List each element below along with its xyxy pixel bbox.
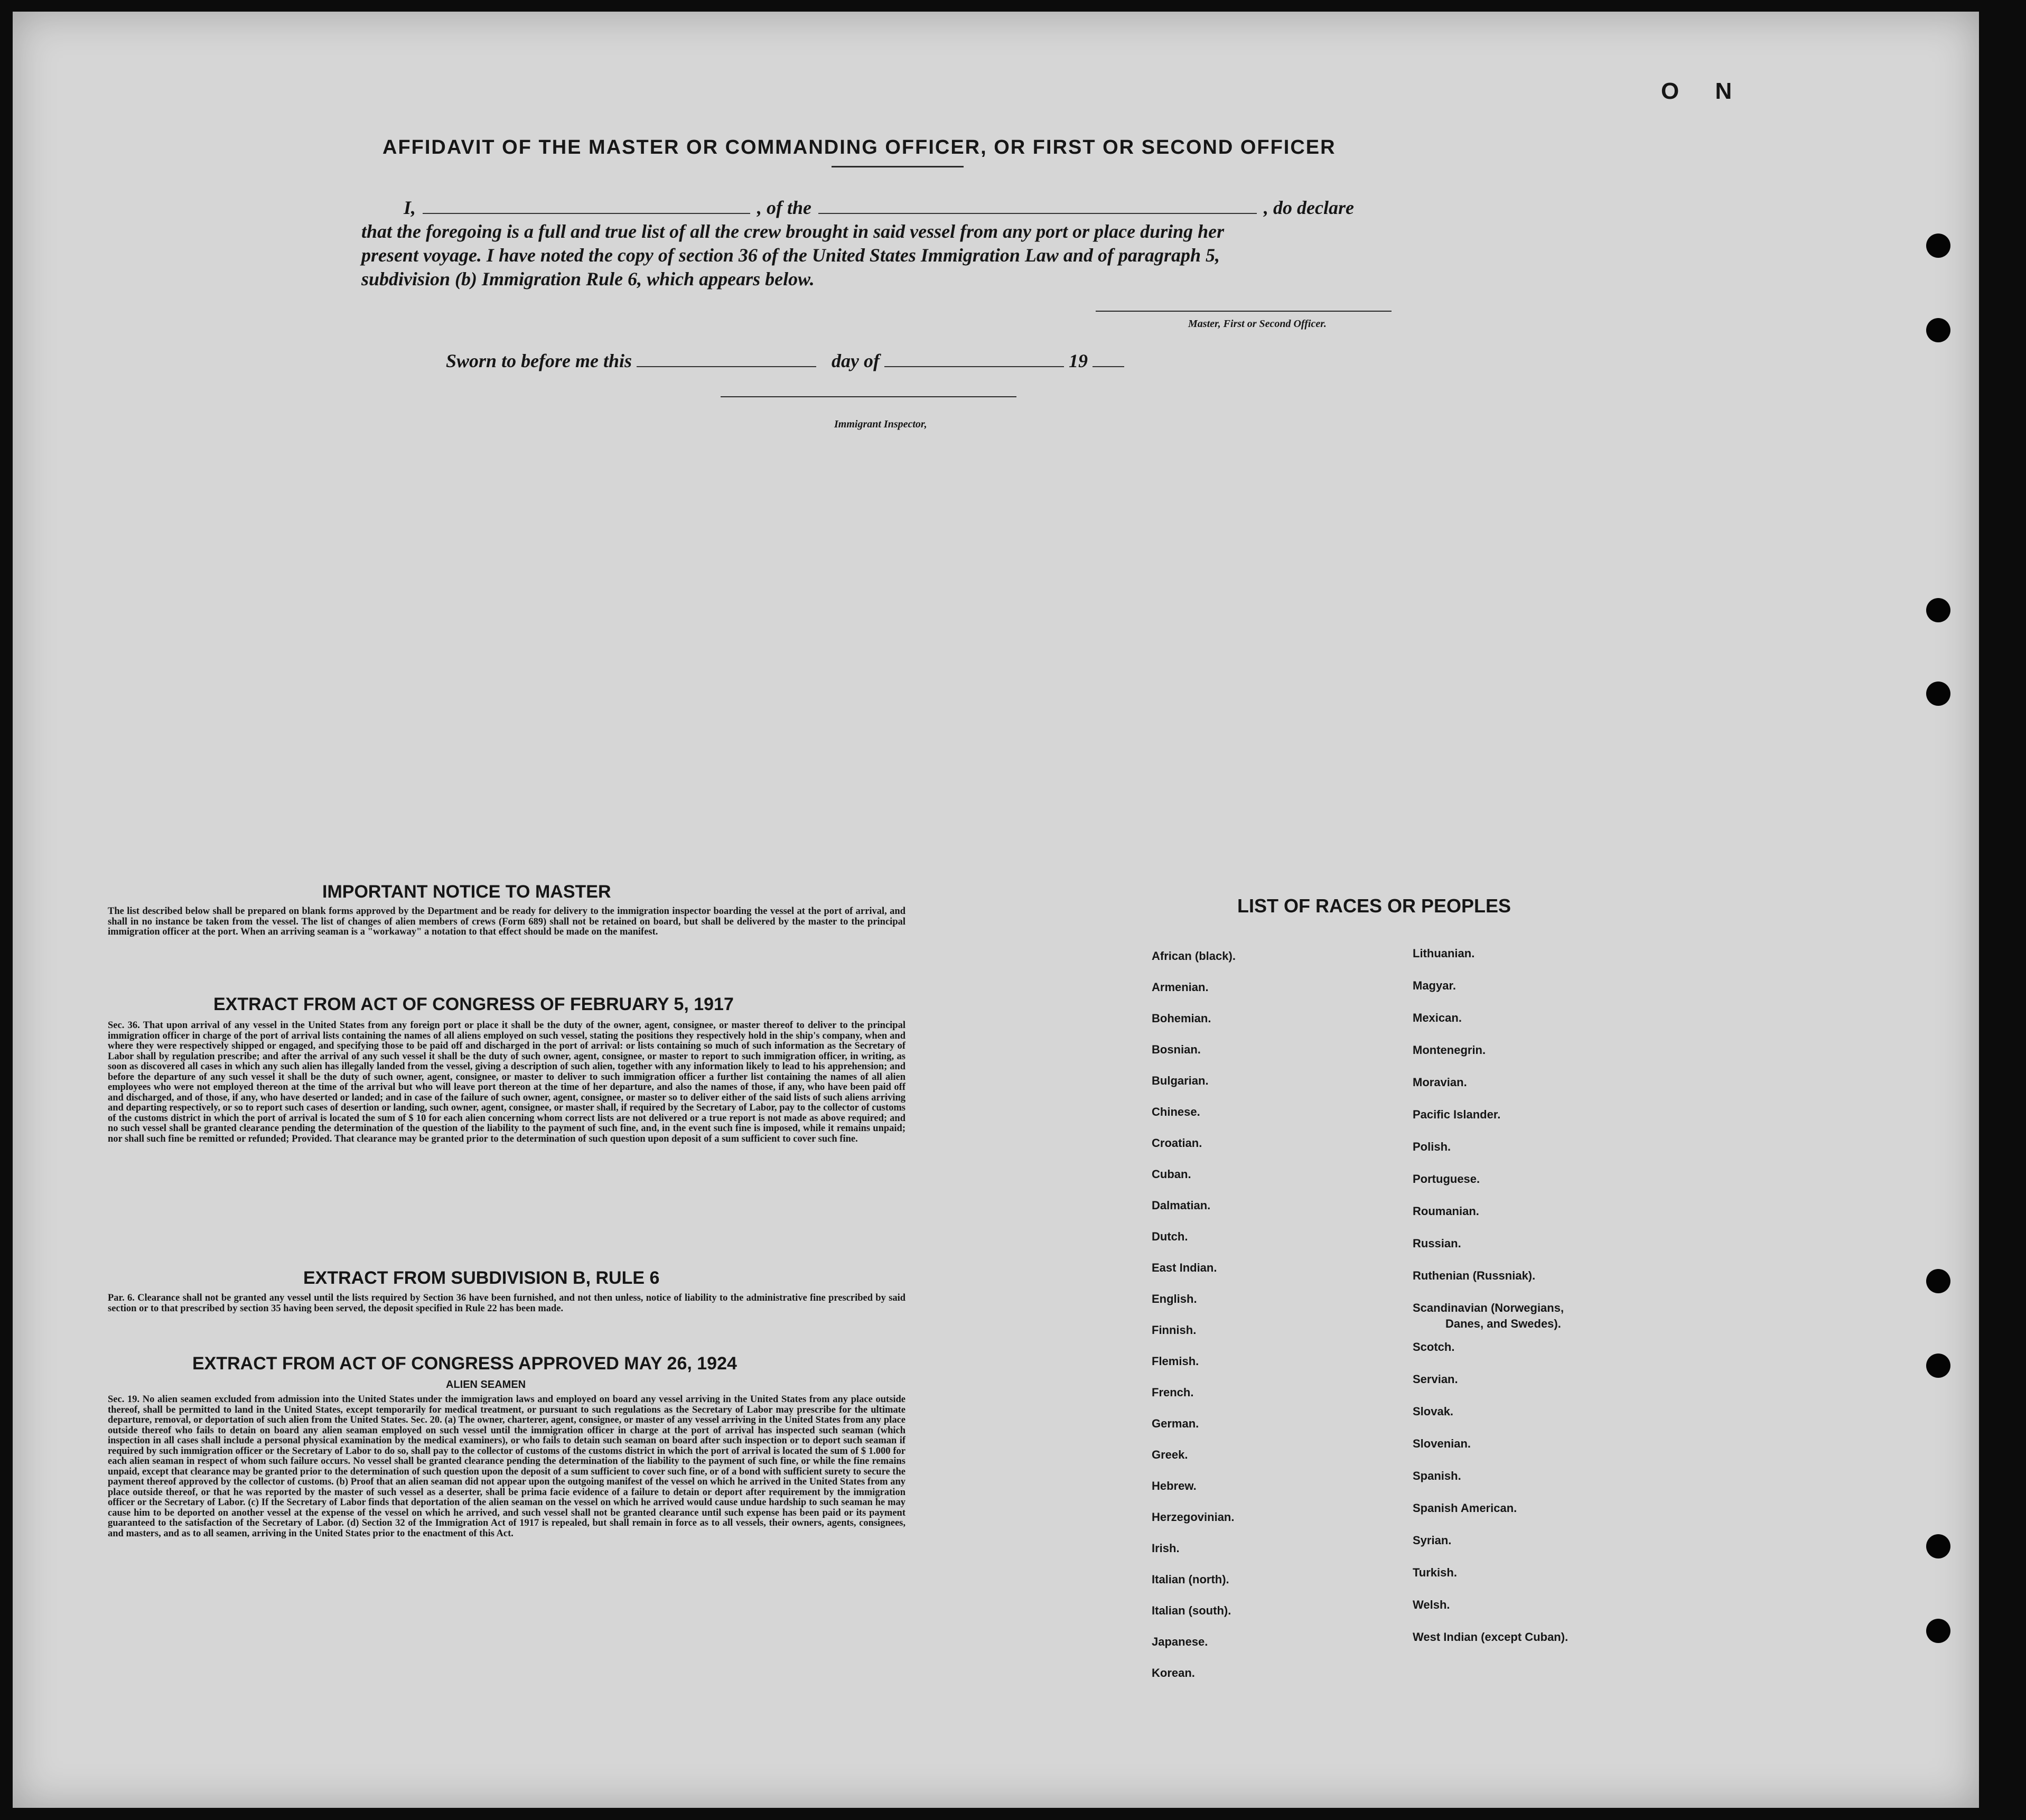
race-item: Korean.	[1152, 1666, 1195, 1679]
title-underline	[832, 166, 964, 167]
affidavit-line-2: that the foregoing is a full and true list of all the crew brought in said vessel from any port or place during her	[361, 221, 1225, 242]
race-item: Magyar.	[1413, 979, 1456, 992]
race-item: Turkish.	[1413, 1566, 1457, 1579]
signature-caption: Master, First or Second Officer.	[1188, 318, 1327, 330]
race-item: Welsh.	[1413, 1598, 1450, 1611]
race-item: Scandinavian (Norwegians,	[1413, 1301, 1564, 1314]
notice-text: The list described below shall be prepared on blank forms approved by the Department and be ready for delivery to the immigration inspector boarding the vessel at the port of arrival, and shall in no instance be taken from the vessel. The list of changes of alien members of crews (Form 689) shall not be retained on board, but shall be delivered by the master to the principal immigration officer at the port. When an arriving seaman is a "workaway" a notation to that effect should be made on the manifest.	[108, 906, 905, 937]
sworn-year: 19	[1069, 350, 1088, 371]
race-item: Montenegrin.	[1413, 1043, 1486, 1057]
binder-hole	[1926, 318, 1950, 342]
top-right-mark: O N	[1661, 78, 1747, 104]
binder-hole	[1926, 598, 1950, 622]
race-item: East Indian.	[1152, 1261, 1217, 1274]
race-item: Servian.	[1413, 1373, 1458, 1386]
race-item: Hebrew.	[1152, 1479, 1197, 1492]
race-item: Spanish American.	[1413, 1501, 1517, 1515]
race-item: Irish.	[1152, 1542, 1180, 1555]
affidavit-of-the: , of the	[757, 197, 812, 218]
name-blank	[423, 213, 750, 214]
extract-1924-text: Sec. 19. No alien seamen excluded from admission into the United States under the immigration laws and employed on board any vessel arriving in the United States from any place outside thereof, shall be permitted to land in the United States, except temporarily for medical treatment, or pursuant to such regulations as the Secretary of Labor may prescribe for the ultimate departure, removal, or deportation of such alien from the United States. Sec. 20. (a) The owner, charterer, agent, consignee, or master of any vessel arriving in the United States from any place outside thereof who fails to detain on board any alien seaman employed on such vessel until the immigration officer in charge at the port of arrival has inspected such seaman (which inspection in all cases shall include a personal physical examination by the medical examiners), or who fails to detain such seaman on board after such inspection or to deport such seaman if required by such immigration officer or the Secretary of Labor to do so, shall pay to the collector of customs of the customs district in which the port of arrival is located the sum of $ 1.000 for each alien seaman in respect of whom such failure occurs. No vessel shall be granted clearance pending the determination of the liability to the payment of such fine, or while the fine remains unpaid, except that clearance may be granted prior to the determination of such question upon the deposit of a sum sufficient to cover such fine, or of a bond with sufficient surety to secure the payment thereof approved by the collector of customs. (b) Proof that an alien seaman did not appear upon the outgoing manifest of the vessel on which he arrived in the United States from any place outside thereof, or that he was reported by the master of such vessel as a deserter, shall be prima facie evidence of a failure to detain or deport after requirement by the immigration officer or the Secretary of Labor. (c) If the Secretary of Labor finds that deportation of the alien seaman on the vessel on which he arrived would cause undue hardship to such seaman he may cause him to be deported on another vessel at the expense of the vessel on which he arrived, and such vessel shall not be granted clearance until such expense has been paid or its payment guaranteed to the satisfaction of the Secretary of Labor. (d) Section 32 of the Immigration Act of 1917 is repealed, but shall remain in force as to all vessels, their owners, agents, consignees, and masters, and as to all seamen, arriving in the United States prior to the enactment of this Act.	[108, 1394, 905, 1539]
affidavit-title: AFFIDAVIT OF THE MASTER OR COMMANDING OFFICER, OR FIRST OR SECOND OFFICER	[382, 136, 1336, 158]
race-item: Scotch.	[1413, 1340, 1455, 1354]
race-item: Bohemian.	[1152, 1012, 1211, 1025]
race-item: Herzegovinian.	[1152, 1510, 1235, 1524]
race-item: Bulgarian.	[1152, 1074, 1209, 1087]
affidavit-i: I,	[404, 197, 416, 218]
race-item: Croatian.	[1152, 1136, 1202, 1150]
extract-1924-subtitle: ALIEN SEAMEN	[446, 1379, 526, 1390]
binder-hole	[1926, 682, 1950, 706]
affidavit-declare: , do declare	[1264, 197, 1354, 218]
affidavit-line-4: subdivision (b) Immigration Rule 6, which appears below.	[361, 268, 815, 290]
race-item: Lithuanian.	[1413, 947, 1475, 960]
race-item: Ruthenian (Russniak).	[1413, 1269, 1536, 1282]
race-item: Chinese.	[1152, 1105, 1200, 1118]
race-item: African (black).	[1152, 949, 1236, 963]
extract-1917-title: EXTRACT FROM ACT OF CONGRESS OF FEBRUARY 5, 1917	[213, 994, 734, 1014]
sworn-line	[446, 350, 1124, 372]
race-item: Flemish.	[1152, 1355, 1199, 1368]
race-item: Moravian.	[1413, 1076, 1467, 1089]
race-item: Greek.	[1152, 1448, 1188, 1461]
race-item: Bosnian.	[1152, 1043, 1201, 1056]
binder-hole	[1926, 1534, 1950, 1558]
race-item: Danes, and Swedes).	[1445, 1317, 1561, 1330]
sworn-month-blank	[884, 366, 1064, 367]
race-item: Spanish.	[1413, 1469, 1461, 1482]
extract-1917-text: Sec. 36. That upon arrival of any vessel in the United States from any foreign port or place it shall be the duty of the owner, agent, consignee, or master thereof to deliver to the principal immigration officer in charge of the port of arrival lists containing the names of all aliens employed on such vessel, stating the positions they respectively hold in the ship's company, when and where they were respectively shipped or engaged, and specifying those to be paid off and discharged in the port of arrival: or lists containing so much of such information as the Secretary of Labor shall by regulation prescribe; and after the arrival of any such vessel it shall be the duty of such owner, agent, consignee, or master to report to such immigration officer, in writing, as soon as discovered all cases in which any such alien has illegally landed from the vessel, giving a description of such alien, together with any information likely to lead to his apprehension; and before the departure of any such vessel it shall be the duty of such owner, agent, consignee, or master to deliver to such immigration officer a further list containing the names of all alien employees who were not employed thereon at the time of the arrival but who will leave port thereon at the time of her departure, and also the names of those, if any, who have been paid off and discharged, and of those, if any, who have deserted or landed; and in case of the failure of such owner, agent, consignee, or master so to deliver either of the said lists of such aliens arriving and departing respectively, or so to report such cases of desertion or landing, such owner, agent, consignee, or master shall, if required by the Secretary of Labor, pay to the collector of customs of the customs district in which the port of arrival is located the sum of $ 10 for each alien concerning whom correct lists are not delivered or a true report is not made as above required; and no such vessel shall be granted clearance pending the determination of the question of the liability to the payment of such fine, and, in the event such fine is imposed, while it remains unpaid; nor shall such fine be remitted or refunded; Provided. That clearance may be granted prior to the determination of such question upon deposit of a sum sufficient to cover such fine.	[108, 1020, 905, 1144]
race-item: Cuban.	[1152, 1168, 1191, 1181]
race-item: Slovenian.	[1413, 1437, 1471, 1450]
race-item: Polish.	[1413, 1140, 1451, 1153]
sworn-year-blank	[1093, 366, 1124, 367]
rule6-text: Par. 6. Clearance shall not be granted any vessel until the lists required by Section 36 have been furnished, and not then unless, notice of liability to the administrative fine prescribed by said section or to that prescribed by section 35 having been served, the deposit specified in Rule 22 has been made.	[108, 1293, 905, 1314]
race-item: Pacific Islander.	[1413, 1108, 1501, 1121]
race-item: Dutch.	[1152, 1230, 1188, 1243]
inspector-signature-line	[721, 396, 1016, 397]
sworn-prefix: Sworn to before me this	[446, 350, 632, 371]
race-item: Russian.	[1413, 1237, 1461, 1250]
affidavit-line-3: present voyage. I have noted the copy of section 36 of the United States Immigration Law and of paragraph 5,	[361, 245, 1220, 266]
rule6-title: EXTRACT FROM SUBDIVISION B, RULE 6	[303, 1268, 660, 1288]
sworn-day-of: day of	[832, 350, 880, 371]
race-item: Dalmatian.	[1152, 1199, 1211, 1212]
sworn-date-blank	[637, 366, 816, 367]
race-item: Portuguese.	[1413, 1172, 1480, 1186]
race-item: German.	[1152, 1417, 1199, 1430]
signature-line	[1096, 311, 1392, 312]
binder-hole	[1926, 1619, 1950, 1643]
race-item: French.	[1152, 1386, 1194, 1399]
race-item: Armenian.	[1152, 981, 1209, 994]
binder-hole	[1926, 234, 1950, 258]
affidavit-line-1	[404, 197, 1407, 219]
notice-title: IMPORTANT NOTICE TO MASTER	[322, 882, 611, 902]
race-item: English.	[1152, 1292, 1197, 1305]
race-item: Roumanian.	[1413, 1205, 1479, 1218]
race-item: Slovak.	[1413, 1405, 1454, 1418]
races-title: LIST OF RACES OR PEOPLES	[1237, 895, 1511, 917]
race-item: Italian (north).	[1152, 1573, 1229, 1586]
bleed-through-texture	[1069, 170, 1078, 186]
manifest-page	[13, 12, 1979, 1808]
binder-hole	[1926, 1354, 1950, 1378]
race-item: Mexican.	[1413, 1011, 1462, 1024]
inspector-caption: Immigrant Inspector,	[834, 418, 927, 430]
race-item: West Indian (except Cuban).	[1413, 1630, 1568, 1644]
vessel-blank	[818, 213, 1257, 214]
race-item: Finnish.	[1152, 1323, 1197, 1337]
race-item: Japanese.	[1152, 1635, 1208, 1648]
race-item: Italian (south).	[1152, 1604, 1231, 1617]
race-item: Syrian.	[1413, 1534, 1452, 1547]
extract-1924-title: EXTRACT FROM ACT OF CONGRESS APPROVED MAY 26, 1924	[192, 1354, 737, 1374]
binder-hole	[1926, 1269, 1950, 1293]
